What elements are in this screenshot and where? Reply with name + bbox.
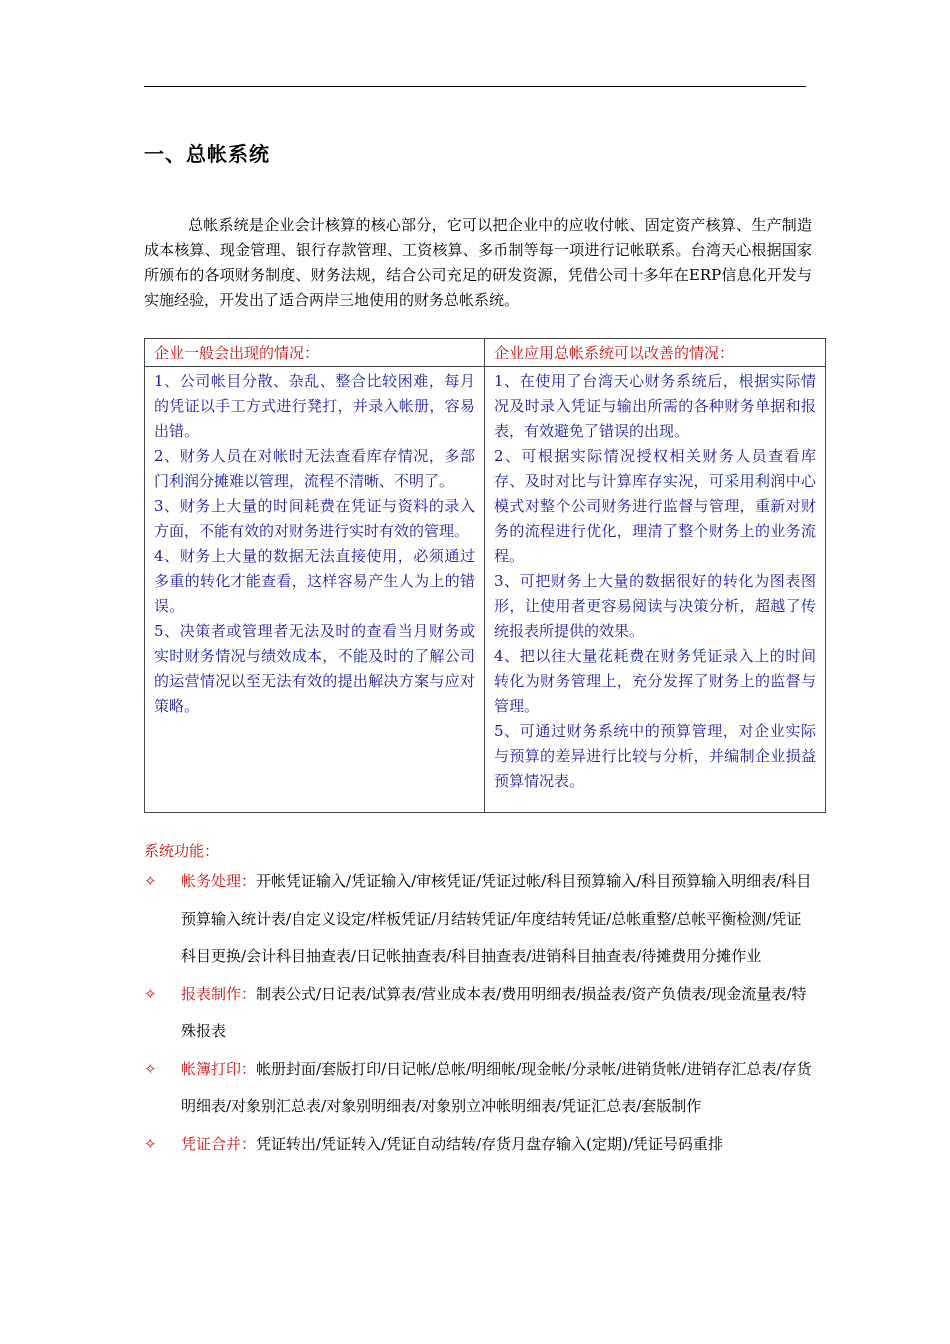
intro-paragraph: 总帐系统是企业会计核算的核心部分，它可以把企业中的应收付帐、固定资产核算、生产制造成本核算、现金管理、银行存款管理、工资核算、多币制等每一项进行记帐联系。台湾天心根据国家所颁布的各项财务制度、财务法规，结合公司充足的研发资源，凭借公司十多年在ERP信息化开发与实施经验，开发出了适合两岸三地使用的财务总帐系统。 bbox=[144, 216, 812, 309]
diamond-bullet-icon: ✧ bbox=[144, 984, 157, 1003]
function-text: 凭证转出/凭证转入/凭证自动结转/存货月盘存输入(定期)/凭证号码重排 bbox=[256, 1134, 723, 1153]
function-item bbox=[144, 863, 814, 976]
problem-item: 5、决策者或管理者无法及时的查看当月财务或实时财务情况与绩效成本，不能及时的了解公司的运营情况以至无法有效的提出解决方案与应对策略。 bbox=[154, 622, 475, 715]
functions-title: 系统功能： bbox=[144, 842, 220, 860]
function-item bbox=[144, 1126, 814, 1164]
right-column-header: 企业应用总帐系统可以改善的情况： bbox=[485, 339, 826, 367]
improvement-item: 4、把以往大量花耗费在财务凭证录入上的时间转化为财务管理上，充分发挥了财务上的监督与管理。 bbox=[494, 647, 816, 715]
comparison-header-row bbox=[145, 339, 826, 367]
function-text: 帐册封面/套版打印/日记帐/总帐/明细帐/现金帐/分录帐/进销货帐/进销存汇总表/存货明细表/对象别汇总表/对象别明细表/对象别立冲帐明细表/凭证汇总表/套版制作 bbox=[181, 1059, 812, 1115]
functions-list bbox=[144, 863, 814, 1163]
function-item bbox=[144, 976, 814, 1051]
function-text: 开帐凭证输入/凭证输入/审核凭证/凭证过帐/科目预算输入/科目预算输入明细表/科目预算输入统计表/自定义设定/样板凭证/月结转凭证/年度结转凭证/总帐重整/总帐平衡检测/凭证科目更换/会计科目抽查表/日记帐抽查表/科目抽查表/进销科目抽查表/待摊费用分摊作业 bbox=[181, 872, 812, 965]
diamond-bullet-icon: ✧ bbox=[144, 1134, 157, 1153]
problems-cell bbox=[145, 367, 485, 813]
function-label: 帐务处理： bbox=[181, 872, 257, 890]
improvement-item: 3、可把财务上大量的数据很好的转化为图表图形，让使用者更容易阅读与决策分析，超越了传统报表所提供的效果。 bbox=[494, 572, 816, 640]
problem-item: 1、公司帐目分散、杂乱、整合比较困难，每月的凭证以手工方式进行凳打，并录入帐册，容易出错。 bbox=[154, 372, 475, 440]
function-label: 帐簿打印： bbox=[181, 1059, 257, 1078]
diamond-bullet-icon: ✧ bbox=[144, 872, 157, 890]
function-label: 凭证合并： bbox=[181, 1134, 257, 1153]
improvements-cell bbox=[485, 367, 826, 813]
function-item bbox=[144, 1051, 814, 1126]
function-label: 报表制作： bbox=[181, 984, 257, 1003]
left-column-header: 企业一般会出现的情况： bbox=[145, 339, 485, 367]
function-text: 制表公式/日记表/试算表/营业成本表/费用明细表/损益表/资产负债表/现金流量表/特殊报表 bbox=[181, 984, 807, 1040]
diamond-bullet-icon: ✧ bbox=[144, 1059, 157, 1078]
improvement-item: 5、可通过财务系统中的预算管理，对企业实际与预算的差异进行比较与分析，并编制企业损益预算情况表。 bbox=[494, 722, 816, 790]
comparison-table bbox=[144, 338, 826, 813]
section-heading: 一、总帐系统 bbox=[144, 142, 270, 166]
problem-item: 4、财务上大量的数据无法直接使用，必须通过多重的转化才能查看，这样容易产生人为上的错误。 bbox=[154, 547, 475, 615]
comparison-body-row bbox=[145, 367, 826, 813]
problem-item: 3、财务上大量的时间耗费在凭证与资料的录入方面，不能有效的对财务进行实时有效的管理。 bbox=[154, 497, 475, 540]
improvement-item: 1、在使用了台湾天心财务系统后，根据实际情况及时录入凭证与输出所需的各种财务单据和报表，有效避免了错误的出现。 bbox=[494, 372, 816, 440]
problem-item: 2、财务人员在对帐时无法查看库存情况，多部门利润分摊难以管理，流程不清晰、不明了。 bbox=[154, 447, 475, 490]
improvement-item: 2、可根据实际情况授权相关财务人员查看库存、及时对比与计算库存实况，可采用利润中心模式对整个公司财务进行监督与管理，重新对财务的流程进行优化，理清了整个财务上的业务流程。 bbox=[494, 447, 816, 565]
header-rule bbox=[144, 86, 806, 87]
